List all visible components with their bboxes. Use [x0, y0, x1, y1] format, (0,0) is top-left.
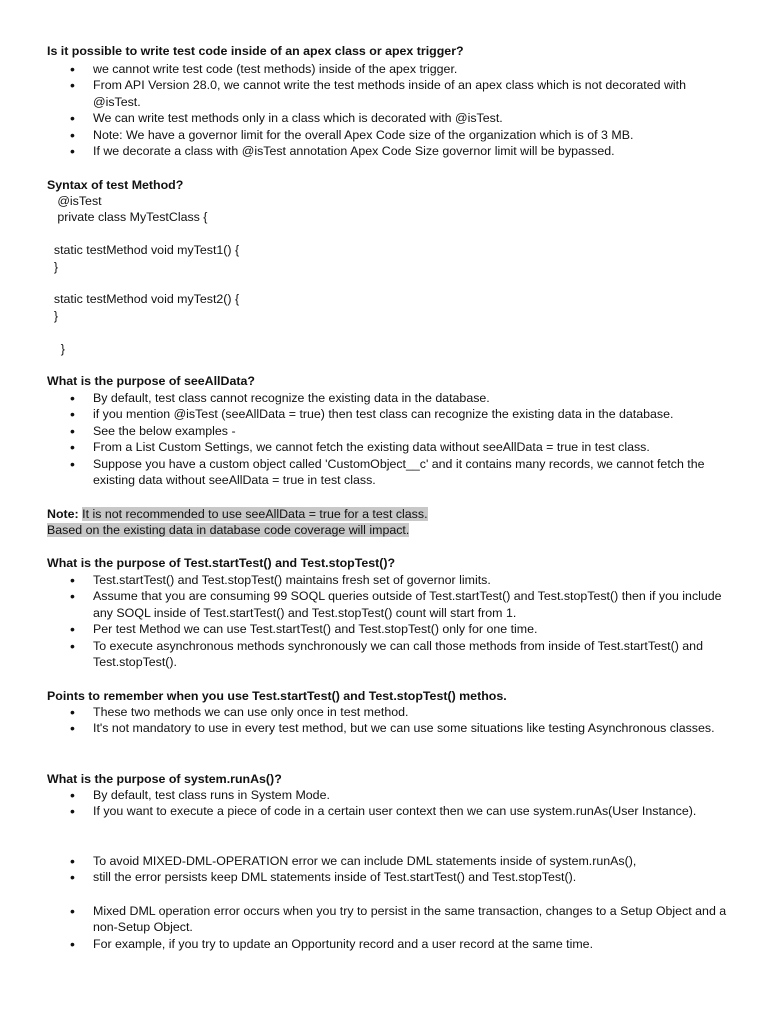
heading-starttest-stoptest: What is the purpose of Test.startTest() and Test.stopTest()? [47, 556, 396, 570]
list-item: • we cannot write test code (test methods) inside of the apex trigger. [47, 61, 727, 77]
list-item: • By default, test class runs in System Mode. [47, 787, 727, 803]
list-seealldata [47, 390, 727, 488]
heading-seealldata: What is the purpose of seeAllData? [47, 374, 255, 388]
note-highlight-line-2: Based on the existing data in database code coverage will impact. [47, 523, 410, 538]
note-label: Note: [47, 507, 79, 521]
list-points-to-remember [47, 704, 727, 737]
list-item: • It's not mandatory to use in every test method, but we can use some situations like testing Asynchronous classes. [47, 720, 727, 736]
list-item: • Assume that you are consuming 99 SOQL queries outside of Test.startTest() and Test.stopTest() then if you include any SOQL inside of Test.startTest() and Test.stopTest() count will start from 1. [47, 588, 727, 621]
list-item: • From a List Custom Settings, we cannot fetch the existing data without seeAllData = true in test class. [47, 439, 727, 455]
list-runas-c [47, 903, 727, 952]
list-runas-a [47, 787, 727, 820]
heading-runas: What is the purpose of system.runAs()? [47, 772, 282, 786]
list-apex-test-code [47, 61, 727, 159]
list-item: • still the error persists keep DML statements inside of Test.startTest() and Test.stopTest(). [47, 869, 727, 885]
list-item: • If we decorate a class with @isTest annotation Apex Code Size governor limit will be bypassed. [47, 143, 727, 159]
list-item: • We can write test methods only in a class which is decorated with @isTest. [47, 110, 727, 126]
list-item: • To avoid MIXED-DML-OPERATION error we can include DML statements inside of system.runAs(), [47, 853, 727, 869]
list-item: • These two methods we can use only once in test method. [47, 704, 727, 720]
list-item: • if you mention @isTest (seeAllData = true) then test class can recognize the existing data in the database. [47, 406, 727, 422]
list-item: • From API Version 28.0, we cannot write the test methods inside of an apex class which is not decorated with @isTest. [47, 77, 727, 110]
list-item: • By default, test class cannot recognize the existing data in the database. [47, 390, 727, 406]
list-item: • Mixed DML operation error occurs when you try to persist in the same transaction, changes to a Setup Object and a non-Setup Object. [47, 903, 727, 936]
note-block [47, 506, 428, 539]
list-item: • For example, if you try to update an Opportunity record and a user record at the same time. [47, 936, 727, 952]
list-item: • See the below examples - [47, 423, 727, 439]
list-item: • Note: We have a governor limit for the overall Apex Code size of the organization which is of 3 MB. [47, 127, 727, 143]
list-item: • Suppose you have a custom object called 'CustomObject__c' and it contains many records, we cannot fetch the existing data without seeAllData = true in test class. [47, 456, 727, 489]
heading-points-to-remember: Points to remember when you use Test.startTest() and Test.stopTest() methos. [47, 689, 507, 703]
note-highlight-line-1: It is not recommended to use seeAllData = true for a test class. [82, 507, 428, 521]
heading-apex-test-code: Is it possible to write test code inside of an apex class or apex trigger? [47, 44, 464, 58]
list-item: • Per test Method we can use Test.startTest() and Test.stopTest() only for one time. [47, 621, 727, 637]
list-item: • If you want to execute a piece of code in a certain user context then we can use system.runAs(User Instance). [47, 803, 727, 819]
list-starttest-stoptest [47, 572, 727, 670]
code-sample: @isTest private class MyTestClass { static testMethod void myTest1() { } static testMethod void myTest2() { } } [53, 194, 240, 356]
list-runas-b [47, 853, 727, 886]
heading-syntax-test-method: Syntax of test Method? [47, 178, 184, 192]
list-item: • To execute asynchronous methods synchronously we can call those methods from inside of Test.startTest() and Test.stopTest(). [47, 638, 727, 671]
list-item: • Test.startTest() and Test.stopTest() maintains fresh set of governor limits. [47, 572, 727, 588]
